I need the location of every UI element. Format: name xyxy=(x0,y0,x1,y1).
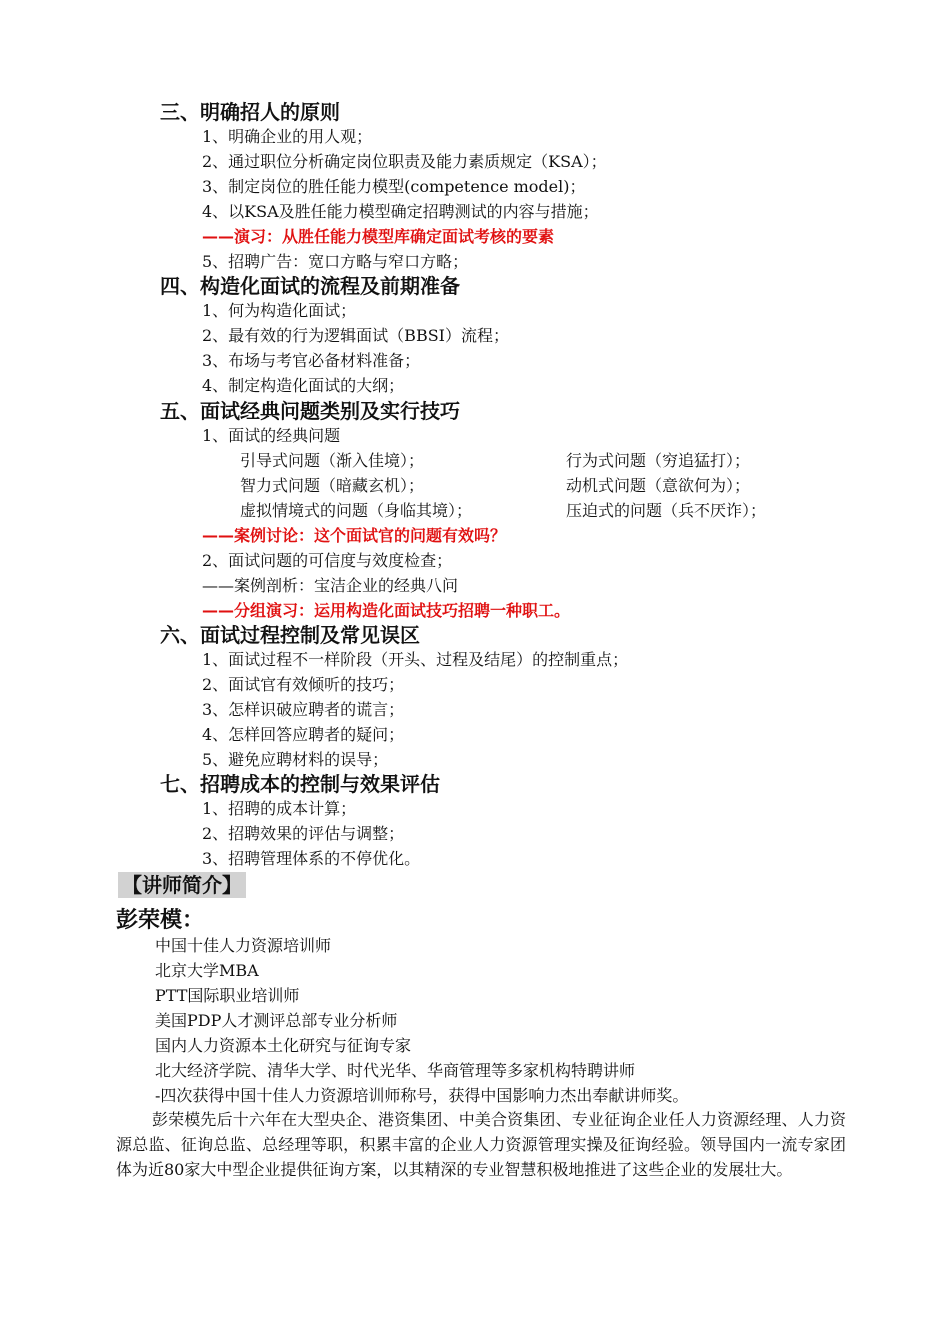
s6-item-1: 1、面试过程不一样阶段（开头、过程及结尾）的控制重点； xyxy=(202,650,629,669)
lecturer-title-2: 北京大学MBA xyxy=(155,961,259,980)
lecturer-title-5: 国内人力资源本土化研究与征询专家 xyxy=(155,1036,412,1055)
s4-item-3: 3、布场与考官必备材料准备； xyxy=(202,351,421,370)
s3-item-1: 1、明确企业的用人观； xyxy=(202,127,373,146)
s5-type-3b: 压迫式的问题（兵不厌诈）； xyxy=(566,501,767,520)
section-3-title: 三、明确招人的原则 xyxy=(160,100,340,124)
s5-type-1b: 行为式问题（穷追猛打）； xyxy=(566,451,751,470)
s3-exercise: ——演习：从胜任能力模型库确定面试考核的要素 xyxy=(202,227,555,246)
section-5-title: 五、面试经典问题类别及实行技巧 xyxy=(160,399,460,423)
lecturer-name: 彭荣模： xyxy=(116,908,205,933)
lecturer-title-1: 中国十佳人力资源培训师 xyxy=(155,936,332,955)
lecturer-title-4: 美国PDP人才测评总部专业分析师 xyxy=(155,1011,398,1030)
s3-item-2: 2、通过职位分析确定岗位职责及能力素质规定（KSA）； xyxy=(202,152,607,171)
s4-item-4: 4、制定构造化面试的大纲； xyxy=(202,376,405,395)
lecturer-title-6: 北大经济学院、清华大学、时代光华、华商管理等多家机构特聘讲师 xyxy=(155,1061,636,1080)
section-7-title: 七、招聘成本的控制与效果评估 xyxy=(160,772,440,796)
s5-case-discussion: ——案例讨论：这个面试官的问题有效吗？ xyxy=(202,526,507,545)
s5-item-1: 1、面试的经典问题 xyxy=(202,426,341,445)
s3-item-4: 4、以KSA及胜任能力模型确定招聘测试的内容与措施； xyxy=(202,202,599,221)
s5-group-exercise: ——分组演习：运用构造化面试技巧招聘一种职工。 xyxy=(202,601,571,620)
s5-item-2: 2、面试问题的可信度与效度检查； xyxy=(202,551,453,570)
lecturer-title-7: -四次获得中国十佳人力资源培训师称号，获得中国影响力杰出奉献讲师奖。 xyxy=(155,1086,689,1105)
s6-item-2: 2、面试官有效倾听的技巧； xyxy=(202,675,405,694)
s3-item-3: 3、制定岗位的胜任能力模型(competence model)； xyxy=(202,177,586,196)
lecturer-banner: 【讲师简介】 xyxy=(118,872,246,898)
s5-type-2b: 动机式问题（意欲何为）； xyxy=(566,476,751,495)
s3-item-5: 5、招聘广告：宽口方略与窄口方略； xyxy=(202,252,469,271)
s6-item-5: 5、避免应聘材料的误导； xyxy=(202,750,389,769)
s5-type-1a: 引导式问题（渐入佳境）； xyxy=(240,451,425,470)
section-4-title: 四、构造化面试的流程及前期准备 xyxy=(160,274,460,298)
s4-item-1: 1、何为构造化面试； xyxy=(202,301,357,320)
s7-item-2: 2、招聘效果的评估与调整； xyxy=(202,824,405,843)
s7-item-3: 3、招聘管理体系的不停优化。 xyxy=(202,849,421,868)
s7-item-1: 1、招聘的成本计算； xyxy=(202,799,357,818)
s5-type-3a: 虚拟情境式的问题（身临其境）； xyxy=(240,501,473,520)
s5-case-analysis: ——案例剖析：宝洁企业的经典八问 xyxy=(202,576,459,595)
section-6-title: 六、面试过程控制及常见误区 xyxy=(160,623,420,647)
lecturer-title-3: PTT国际职业培训师 xyxy=(155,986,300,1005)
s4-item-2: 2、最有效的行为逻辑面试（BBSI）流程； xyxy=(202,326,509,345)
s6-item-3: 3、怎样识破应聘者的谎言； xyxy=(202,700,405,719)
s6-item-4: 4、怎样回答应聘者的疑问； xyxy=(202,725,405,744)
s5-type-2a: 智力式问题（暗藏玄机）； xyxy=(240,476,425,495)
lecturer-bio: 彭荣模先后十六年在大型央企、港资集团、中美合资集团、专业征询企业任人力资源经理、人力资源总监、征询总监、总经理等职，积累丰富的企业人力资源管理实操及征询经验。领导国内一流专家团体为近80家大中型企业提供征询方案，以其精深的专业智慧积极地推进了这些企业的发展壮大。 xyxy=(116,1110,846,1179)
